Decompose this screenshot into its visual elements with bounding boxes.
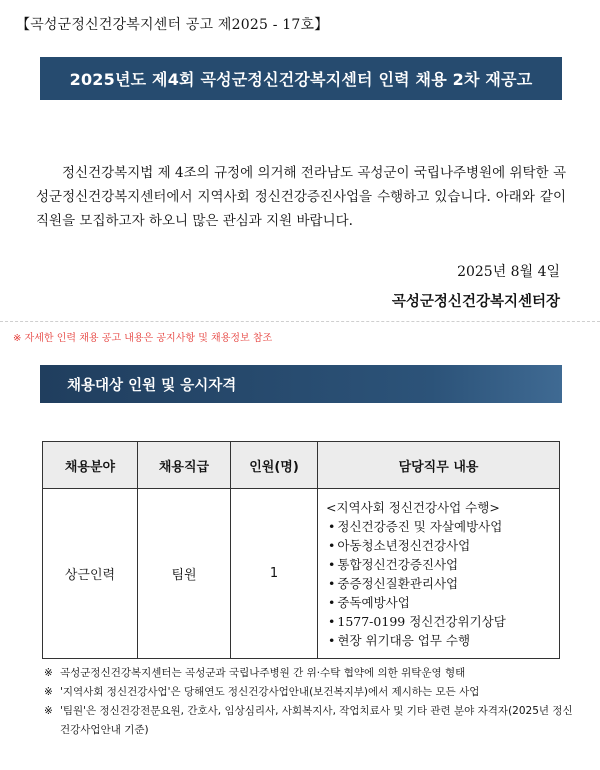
cell-field: 상근인력 (43, 489, 138, 659)
recruitment-table (42, 441, 560, 659)
duty-item-text: 통합정신건강증진사업 (337, 556, 459, 572)
page-title (40, 57, 562, 100)
duty-item (326, 574, 553, 593)
duty-item-text: 아동청소년정신건강사업 (337, 537, 471, 553)
duty-item-text: 현장 위기대응 업무 수행 (337, 632, 471, 648)
duty-item-text: 중증정신질환관리사업 (337, 575, 459, 591)
duty-heading: <지역사회 정신건강사업 수행> (326, 499, 500, 515)
divider (0, 321, 600, 322)
footnotes (44, 664, 574, 740)
cell-duty (318, 489, 560, 659)
note-mark-icon: ※ (44, 705, 53, 717)
duty-item-text: 정신건강증진 및 자살예방사업 (337, 518, 503, 534)
duty-item (326, 555, 553, 574)
footnote (44, 664, 574, 683)
section-title: 채용대상 인원 및 응시자격 (67, 377, 237, 394)
note-mark-icon: ※ (44, 667, 53, 679)
header-count: 인원(명) (231, 442, 318, 489)
duty-item (326, 612, 553, 631)
cell-count: 1 (231, 489, 318, 659)
footnote (44, 683, 574, 702)
bullet-icon: • (328, 613, 336, 629)
bullet-icon: • (328, 537, 336, 553)
intro-paragraph: 정신건강복지법 제 4조의 규정에 의거해 전라남도 곡성군이 국립나주병원에 위탁한 곡성군정신건강복지센터에서 지역사회 정신건강증진사업을 수행하고 있습니다. 아래와 같이 직원을 모집하고자 하오니 많은 관심과 지원 바랍니다. (36, 164, 566, 229)
page-title-text: 2025년도 제4회 곡성군정신건강복지센터 인력 채용 2차 재공고 (69, 70, 533, 89)
issuer-name: 곡성군정신건강복지센터장 (391, 293, 560, 310)
duty-item (326, 517, 553, 536)
bullet-icon: • (328, 575, 336, 591)
bullet-icon: • (328, 594, 336, 610)
duty-item-text: 1577-0199 정신건강위기상담 (337, 613, 506, 629)
reference-note: ※ 자세한 인력 채용 공고 내용은 공지사항 및 채용정보 참조 (13, 333, 273, 344)
footnote-text: '지역사회 정신건강사업'은 당해연도 정신건강사업안내(보건복지부)에서 제시하는 모든 사업 (60, 686, 480, 698)
duty-item (326, 593, 553, 612)
notice-number: 【곡성군정신건강복지센터 공고 제2025 - 17호】 (16, 17, 329, 33)
header-field: 채용분야 (43, 442, 138, 489)
table-row (43, 489, 560, 659)
duty-item (326, 631, 553, 650)
table-header-row (43, 442, 560, 489)
header-duty: 담당직무 내용 (318, 442, 560, 489)
footnote-text: '팀원'은 정신건강전문요원, 간호사, 임상심리사, 사회복지사, 작업치료사 및 기타 관련 분야 자격자(2025년 정신건강사업안내 기준) (60, 705, 573, 736)
section-header (40, 365, 562, 403)
bullet-icon: • (328, 518, 336, 534)
announcement-date: 2025년 8월 4일 (457, 264, 560, 280)
bullet-icon: • (328, 556, 336, 572)
note-mark-icon: ※ (44, 686, 53, 698)
header-rank: 채용직급 (138, 442, 231, 489)
footnote (44, 702, 574, 740)
cell-rank: 팀원 (138, 489, 231, 659)
footnote-text: 곡성군정신건강복지센터는 곡성군과 국립나주병원 간 위·수탁 협약에 의한 위탁운영 형태 (60, 667, 466, 679)
duty-item (326, 536, 553, 555)
duty-item-text: 중독예방사업 (337, 594, 410, 610)
bullet-icon: • (328, 632, 336, 648)
